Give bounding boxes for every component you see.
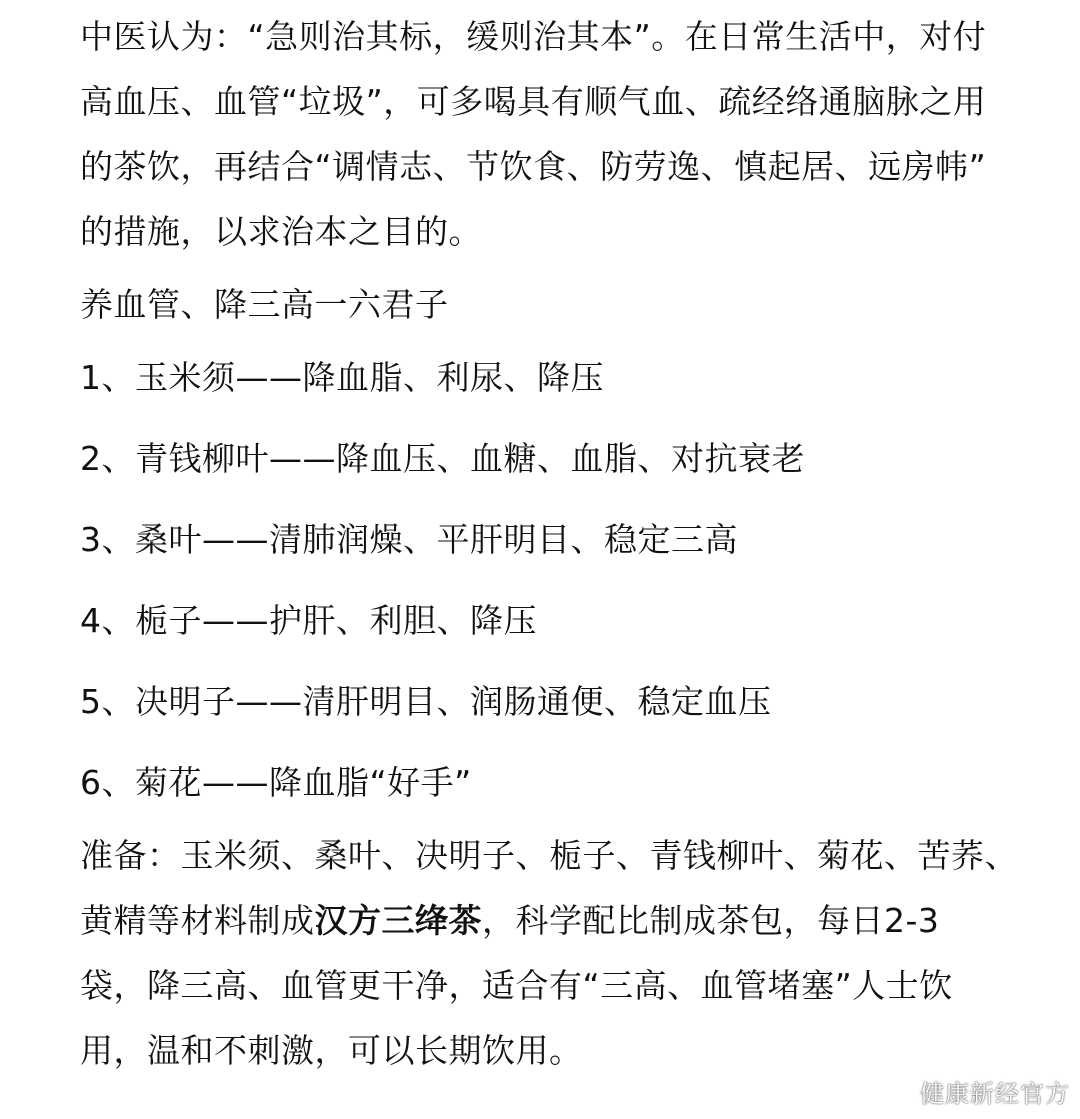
watermark: 健康新经官方	[920, 1080, 1070, 1108]
article-body	[80, 4, 1070, 1083]
list-item: 3、桑叶——清肺润燥、平肝明目、稳定三高	[80, 520, 738, 559]
section-heading: 养血管、降三高一六君子	[80, 285, 449, 324]
intro-line: 高血压、血管“垃圾”，可多喝具有顺气血、疏经络通脑脉之用	[80, 82, 987, 121]
intro-line: 的措施，以求治本之目的。	[80, 212, 482, 251]
list-item: 1、玉米须——降血脂、利尿、降压	[80, 358, 604, 397]
product-name: 汉方三绛茶	[314, 901, 482, 940]
prep-line: 用，温和不刺激，可以长期饮用。	[80, 1031, 583, 1070]
prep-paragraph	[80, 823, 1070, 1083]
prep-text: ，科学配比制成茶包，每日2-3	[482, 901, 940, 940]
list-item: 6、菊花——降血脂“好手”	[80, 763, 472, 802]
intro-line: 的茶饮，再结合“调情志、节饮食、防劳逸、慎起居、远房帏”	[80, 147, 987, 186]
list-item: 2、青钱柳叶——降血压、血糖、血脂、对抗衰老	[80, 439, 805, 478]
prep-line: 准备：玉米须、桑叶、决明子、栀子、青钱柳叶、菊花、苦荞、	[80, 836, 1018, 875]
intro-paragraph	[80, 4, 1070, 264]
prep-line	[80, 888, 1070, 953]
item-list	[80, 337, 1070, 823]
list-item: 4、栀子——护肝、利胆、降压	[80, 601, 537, 640]
list-item: 5、决明子——清肝明目、润肠通便、稳定血压	[80, 682, 772, 721]
prep-text: 黄精等材料制成	[80, 901, 315, 940]
prep-line: 袋，降三高、血管更干净，适合有“三高、血管堵塞”人士饮	[80, 966, 953, 1005]
intro-line: 中医认为：“急则治其标，缓则治其本”。在日常生活中，对付	[80, 17, 987, 56]
